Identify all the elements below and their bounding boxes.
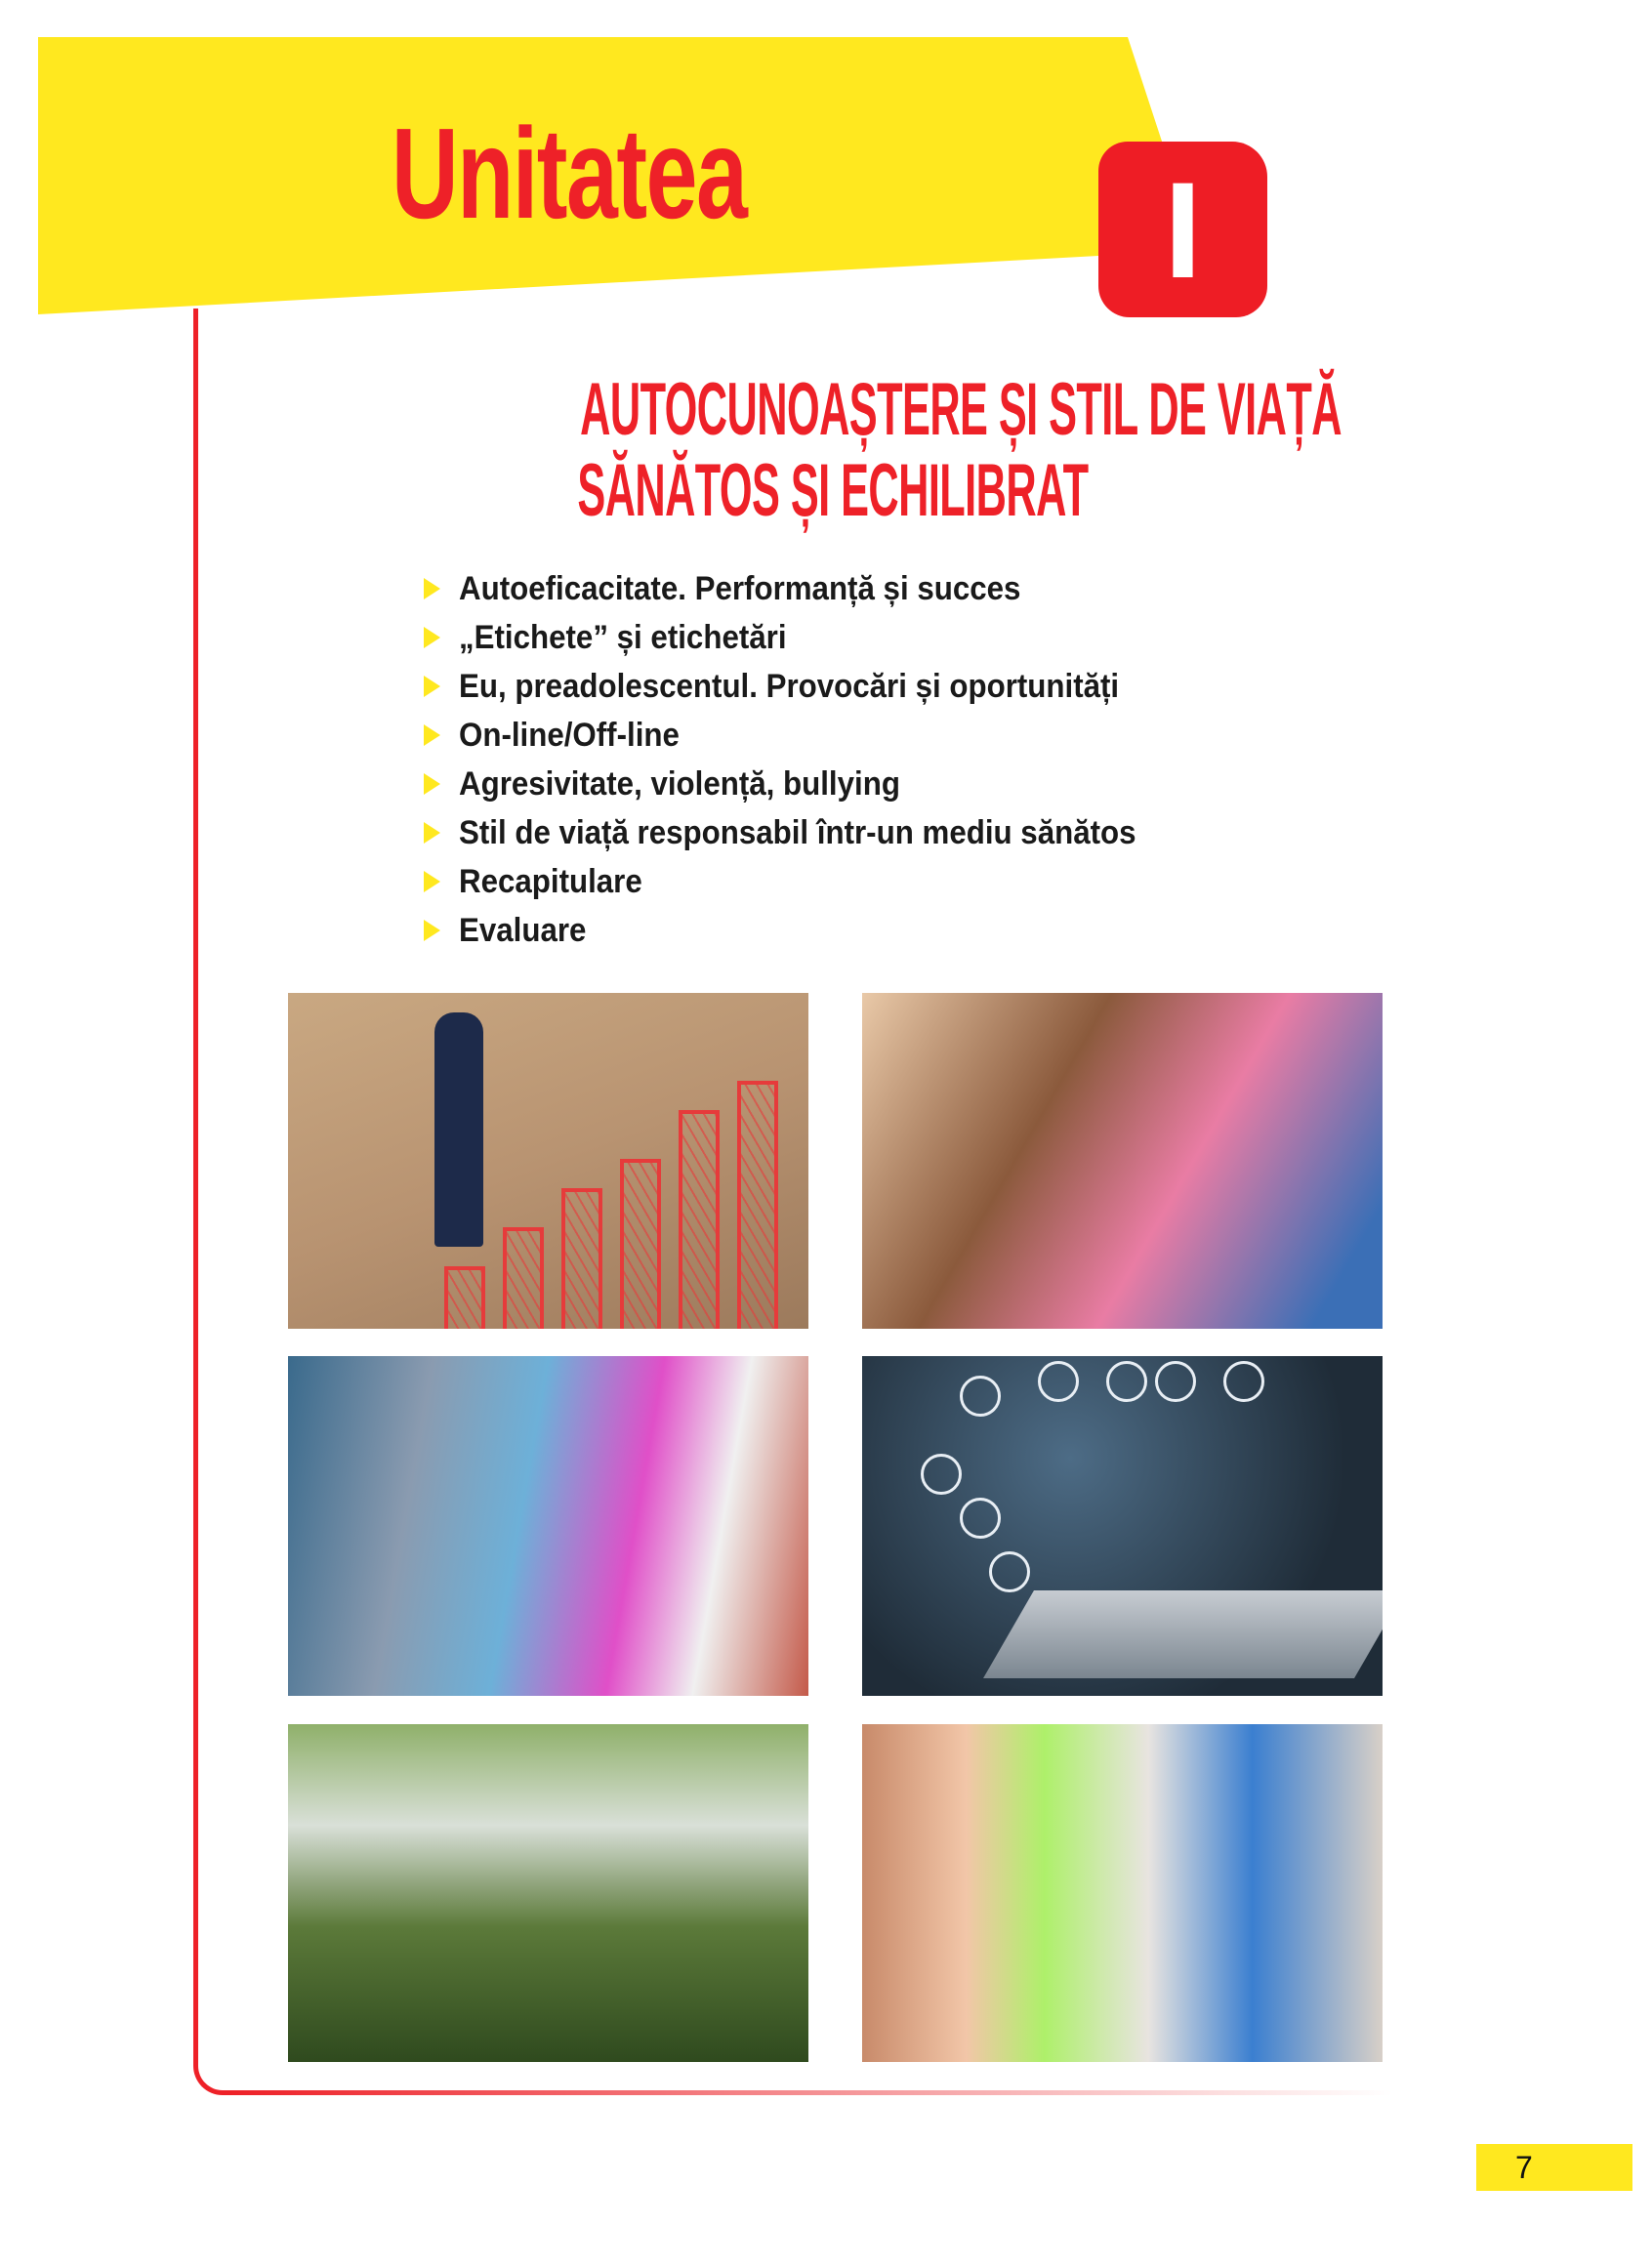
bullet-arrow-icon — [424, 920, 440, 941]
topic-item: Eu, preadolescentul. Provocări și oportunități — [424, 662, 1195, 711]
photo-group-of-smiling-children — [862, 993, 1383, 1329]
bullet-arrow-icon — [424, 724, 440, 746]
topic-item: Evaluare — [424, 906, 1195, 955]
bullet-arrow-icon — [424, 676, 440, 697]
bullet-arrow-icon — [424, 822, 440, 844]
topic-item: Autoeficacitate. Performanță și succes — [424, 564, 1195, 613]
topic-item: „Etichete” și etichetări — [424, 613, 1195, 662]
photo-teens-hugging — [288, 1356, 808, 1696]
bullet-arrow-icon — [424, 871, 440, 892]
bullet-arrow-icon — [424, 578, 440, 599]
photo-laptop-with-digital-icons — [862, 1356, 1383, 1696]
unit-number: I — [1164, 153, 1202, 307]
topic-list — [424, 564, 1195, 955]
topic-item: On-line/Off-line — [424, 711, 1195, 760]
frame-bottom-line — [230, 2090, 1392, 2095]
page-number: 7 — [1515, 2150, 1533, 2185]
frame-vertical-line — [193, 309, 198, 2066]
unit-number-badge — [1098, 142, 1267, 317]
topic-item: Agresivitate, violență, bullying — [424, 760, 1195, 808]
topic-item: Stil de viață responsabil într-un mediu sănătos — [424, 808, 1195, 857]
header-band — [0, 0, 1652, 332]
chapter-title-line-2: SĂNĂTOS ȘI ECHILIBRAT — [577, 449, 1089, 532]
photo-child-climbing-bar-chart — [288, 993, 808, 1329]
bullet-arrow-icon — [424, 773, 440, 795]
photo-girl-being-bullied — [862, 1724, 1383, 2062]
unit-heading: Unitatea — [392, 102, 747, 245]
page-number-box — [1476, 2144, 1632, 2191]
chapter-title-line-1: AUTOCUNOAȘTERE ȘI STIL DE VIAȚĂ — [580, 368, 1342, 451]
photo-girl-collecting-litter — [288, 1724, 808, 2062]
bullet-arrow-icon — [424, 627, 440, 648]
topic-item: Recapitulare — [424, 857, 1195, 906]
frame-corner — [193, 2050, 232, 2095]
